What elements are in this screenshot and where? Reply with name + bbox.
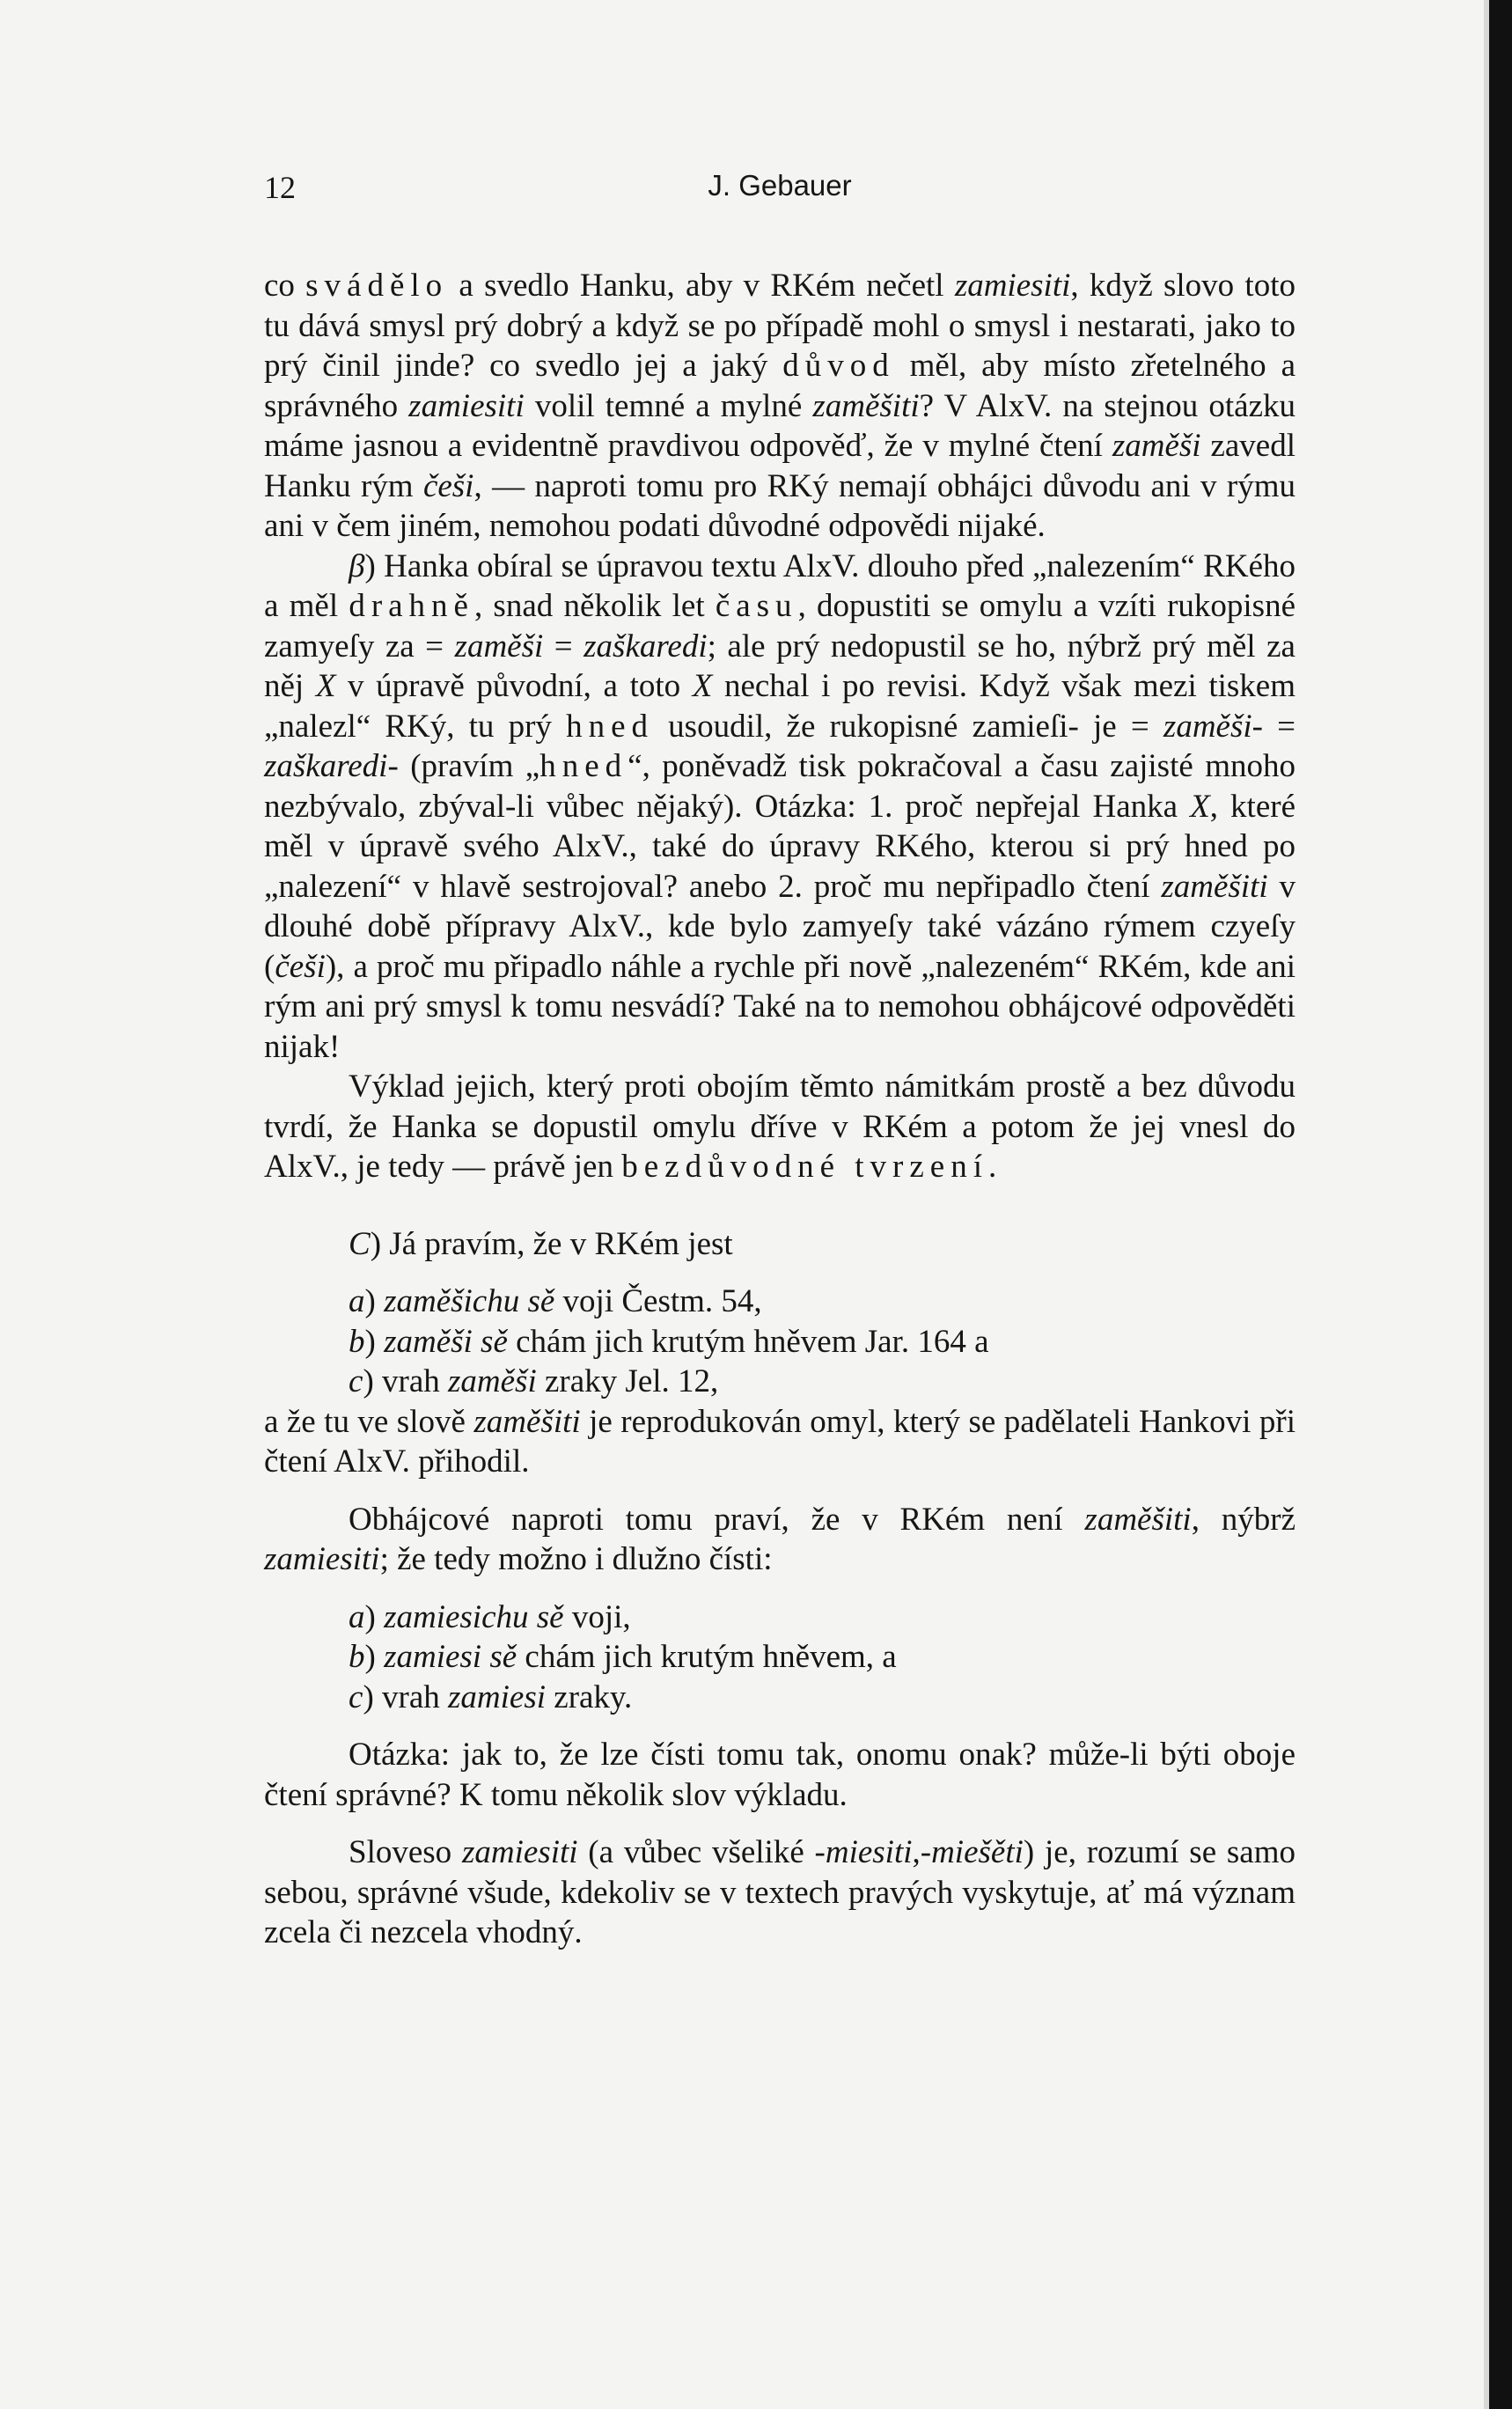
paragraph: Výklad jejich, který proti obojím těmto námitkám prostě a bez důvodu tvrdí, že Hanka se dopustil omylu dříve v RKém a potom že jej vnesl do AlxV., je tedy — právě jen bezdůvodné tvrzení. [264, 1069, 1295, 1185]
paragraph: C) Já pravím, že v RKém jest [349, 1225, 733, 1262]
running-title: J. Gebauer [708, 169, 852, 202]
paragraph: c) vrah zaměši zraky Jel. 12, [349, 1363, 719, 1399]
paragraph: a) zaměšichu sě voji Čestm. 54, [349, 1283, 762, 1319]
paragraph: a) zamiesichu sě voji, [349, 1598, 631, 1635]
scan-border [1489, 0, 1512, 2409]
paragraph: co svádělo a svedlo Hanku, aby v RKém nečetl zamiesiti, když slovo toto tu dává smysl prý dobrý a když se po případě mohl o smysl i nestarati, jako to prý činil jinde? co svedlo jej a jaký důvod měl, aby místo zřetelného a správného zamiesiti volil temné a mylné zaměšiti? V AlxV. na stejnou otázku máme jasnou a evidentně pravdivou odpověď, že v mylné čtení zaměši zavedl Hanku rým češi, — naproti tomu pro RKý nemají obhájci důvodu ani v rýmu ani v čem jiném, nemohou podati důvodné odpovědi nijaké. [264, 268, 1295, 544]
paragraph: Sloveso zamiesiti (a vůbec všeliké -miesiti,-miešěti) je, rozumí se samo sebou, správné všude, kdekoliv se v textech pravých vyskytuje, ať má význam zcela či nezcela vhodný. [264, 1834, 1295, 1950]
running-head [264, 169, 1295, 213]
book-page [264, 169, 1295, 1953]
paragraph: β) Hanka obíral se úpravou textu AlxV. dlouho před „nalezením“ RKého a měl drahně, snad několik let času, dopustiti se omylu a vzíti rukopisné zamyeſy za = zaměši = zaškaredi; ale prý nedopustil se ho, nýbrž prý měl za něj X v úpravě původní, a toto X nechal i po revisi. Když však mezi tiskem „nalezl“ RKý, tu prý hned usoudil, že rukopisné zamieſi- je = zaměši- = zaškaredi- (pravím „hned“, poněvadž tisk pokračoval a času zajisté mnoho nezbývalo, zbýval-li vůbec nějaký). Otázka: 1. proč nepřejal Hanka X, které měl v úpravě svého AlxV., také do úpravy RKého, kterou si prý hned po „nalezení“ v hlavě sestrojoval? anebo 2. proč mu nepřipadlo čtení zaměšiti v dlouhé době přípravy AlxV., kde bylo zamyeſy také vázáno rýmem czyeſy (češi), a proč mu připadlo náhle a rychle při nově „nalezeném“ RKém, kde ani rým ani prý smysl k tomu nesvádí? Také na to nemohou obhájcové odpověděti nijak! [264, 547, 1296, 1065]
body-text [264, 266, 1295, 1953]
page-number: 12 [264, 170, 296, 205]
paragraph: c) vrah zamiesi zraky. [349, 1678, 633, 1715]
paragraph: a že tu ve slově zaměšiti je reprodukován omyl, který se padělateli Hankovi při čtení AlxV. přihodil. [264, 1403, 1295, 1480]
paragraph: b) zaměši sě chám jich krutým hněvem Jar. 164 a [349, 1323, 989, 1360]
paragraph: b) zamiesi sě chám jich krutým hněvem, a [349, 1639, 897, 1675]
paragraph: Otázka: jak to, že lze čísti tomu tak, onomu onak? může-li býti oboje čtení správné? K tomu několik slov výkladu. [264, 1737, 1295, 1813]
paragraph: Obhájcové naproti tomu praví, že v RKém není zaměšiti, nýbrž zamiesiti; že tedy možno i dlužno čísti: [264, 1501, 1295, 1577]
